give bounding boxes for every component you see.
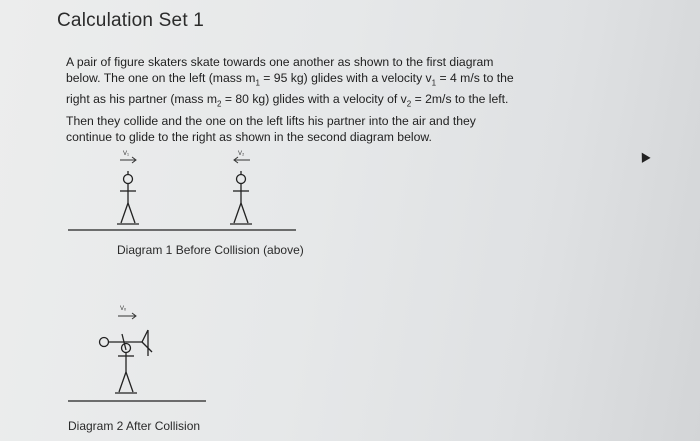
problem-text-span: = 2m/s to the left. (411, 92, 509, 107)
problem-line (66, 91, 586, 112)
problem-text (66, 54, 586, 145)
subscript: 2 (217, 99, 222, 109)
diagram2-caption: Diagram 2 After Collision (68, 419, 201, 433)
skater-left-icon (117, 171, 139, 224)
problem-text-span: Then they collide and the one on the left lifts his partner into the air and they (66, 113, 476, 128)
subscript: 2 (406, 99, 412, 109)
arrow-right-icon (118, 313, 136, 319)
subscript: 1 (431, 78, 437, 88)
problem-line (66, 129, 586, 145)
diagram1-caption: Diagram 1 Before Collision (above) (117, 243, 304, 257)
velocity-label-combined: Vₓ (120, 306, 126, 312)
lifting-skater-icon (115, 344, 137, 394)
problem-text-span: A pair of figure skaters skate towards one another as shown to the first diagram (66, 55, 494, 69)
problem-text-span: = 80 kg) glides with a velocity of v (221, 92, 407, 107)
diagram-before-collision (60, 145, 320, 240)
diagram-after-collision (60, 300, 220, 410)
problem-line (66, 113, 586, 129)
velocity-label-left: V₁ (123, 151, 130, 157)
problem-text-span: = 95 kg) glides with a velocity v (259, 71, 432, 85)
problem-line (66, 54, 586, 70)
mouse-cursor-icon (637, 150, 650, 163)
velocity-label-right: V₂ (238, 151, 245, 157)
arrow-right-icon (120, 157, 136, 163)
problem-text-span: below. The one on the left (mass m (66, 71, 256, 85)
problem-line (66, 70, 586, 91)
skater-right-icon (230, 171, 252, 224)
problem-text-span: right as his partner (mass m (66, 92, 218, 107)
problem-text-span: = 4 m/s to the (436, 71, 514, 85)
page-title: Calculation Set 1 (57, 10, 205, 31)
subscript: 1 (255, 78, 260, 88)
arrow-left-icon (234, 157, 250, 163)
problem-text-span: continue to glide to the right as shown in the second diagram below. (66, 129, 432, 144)
